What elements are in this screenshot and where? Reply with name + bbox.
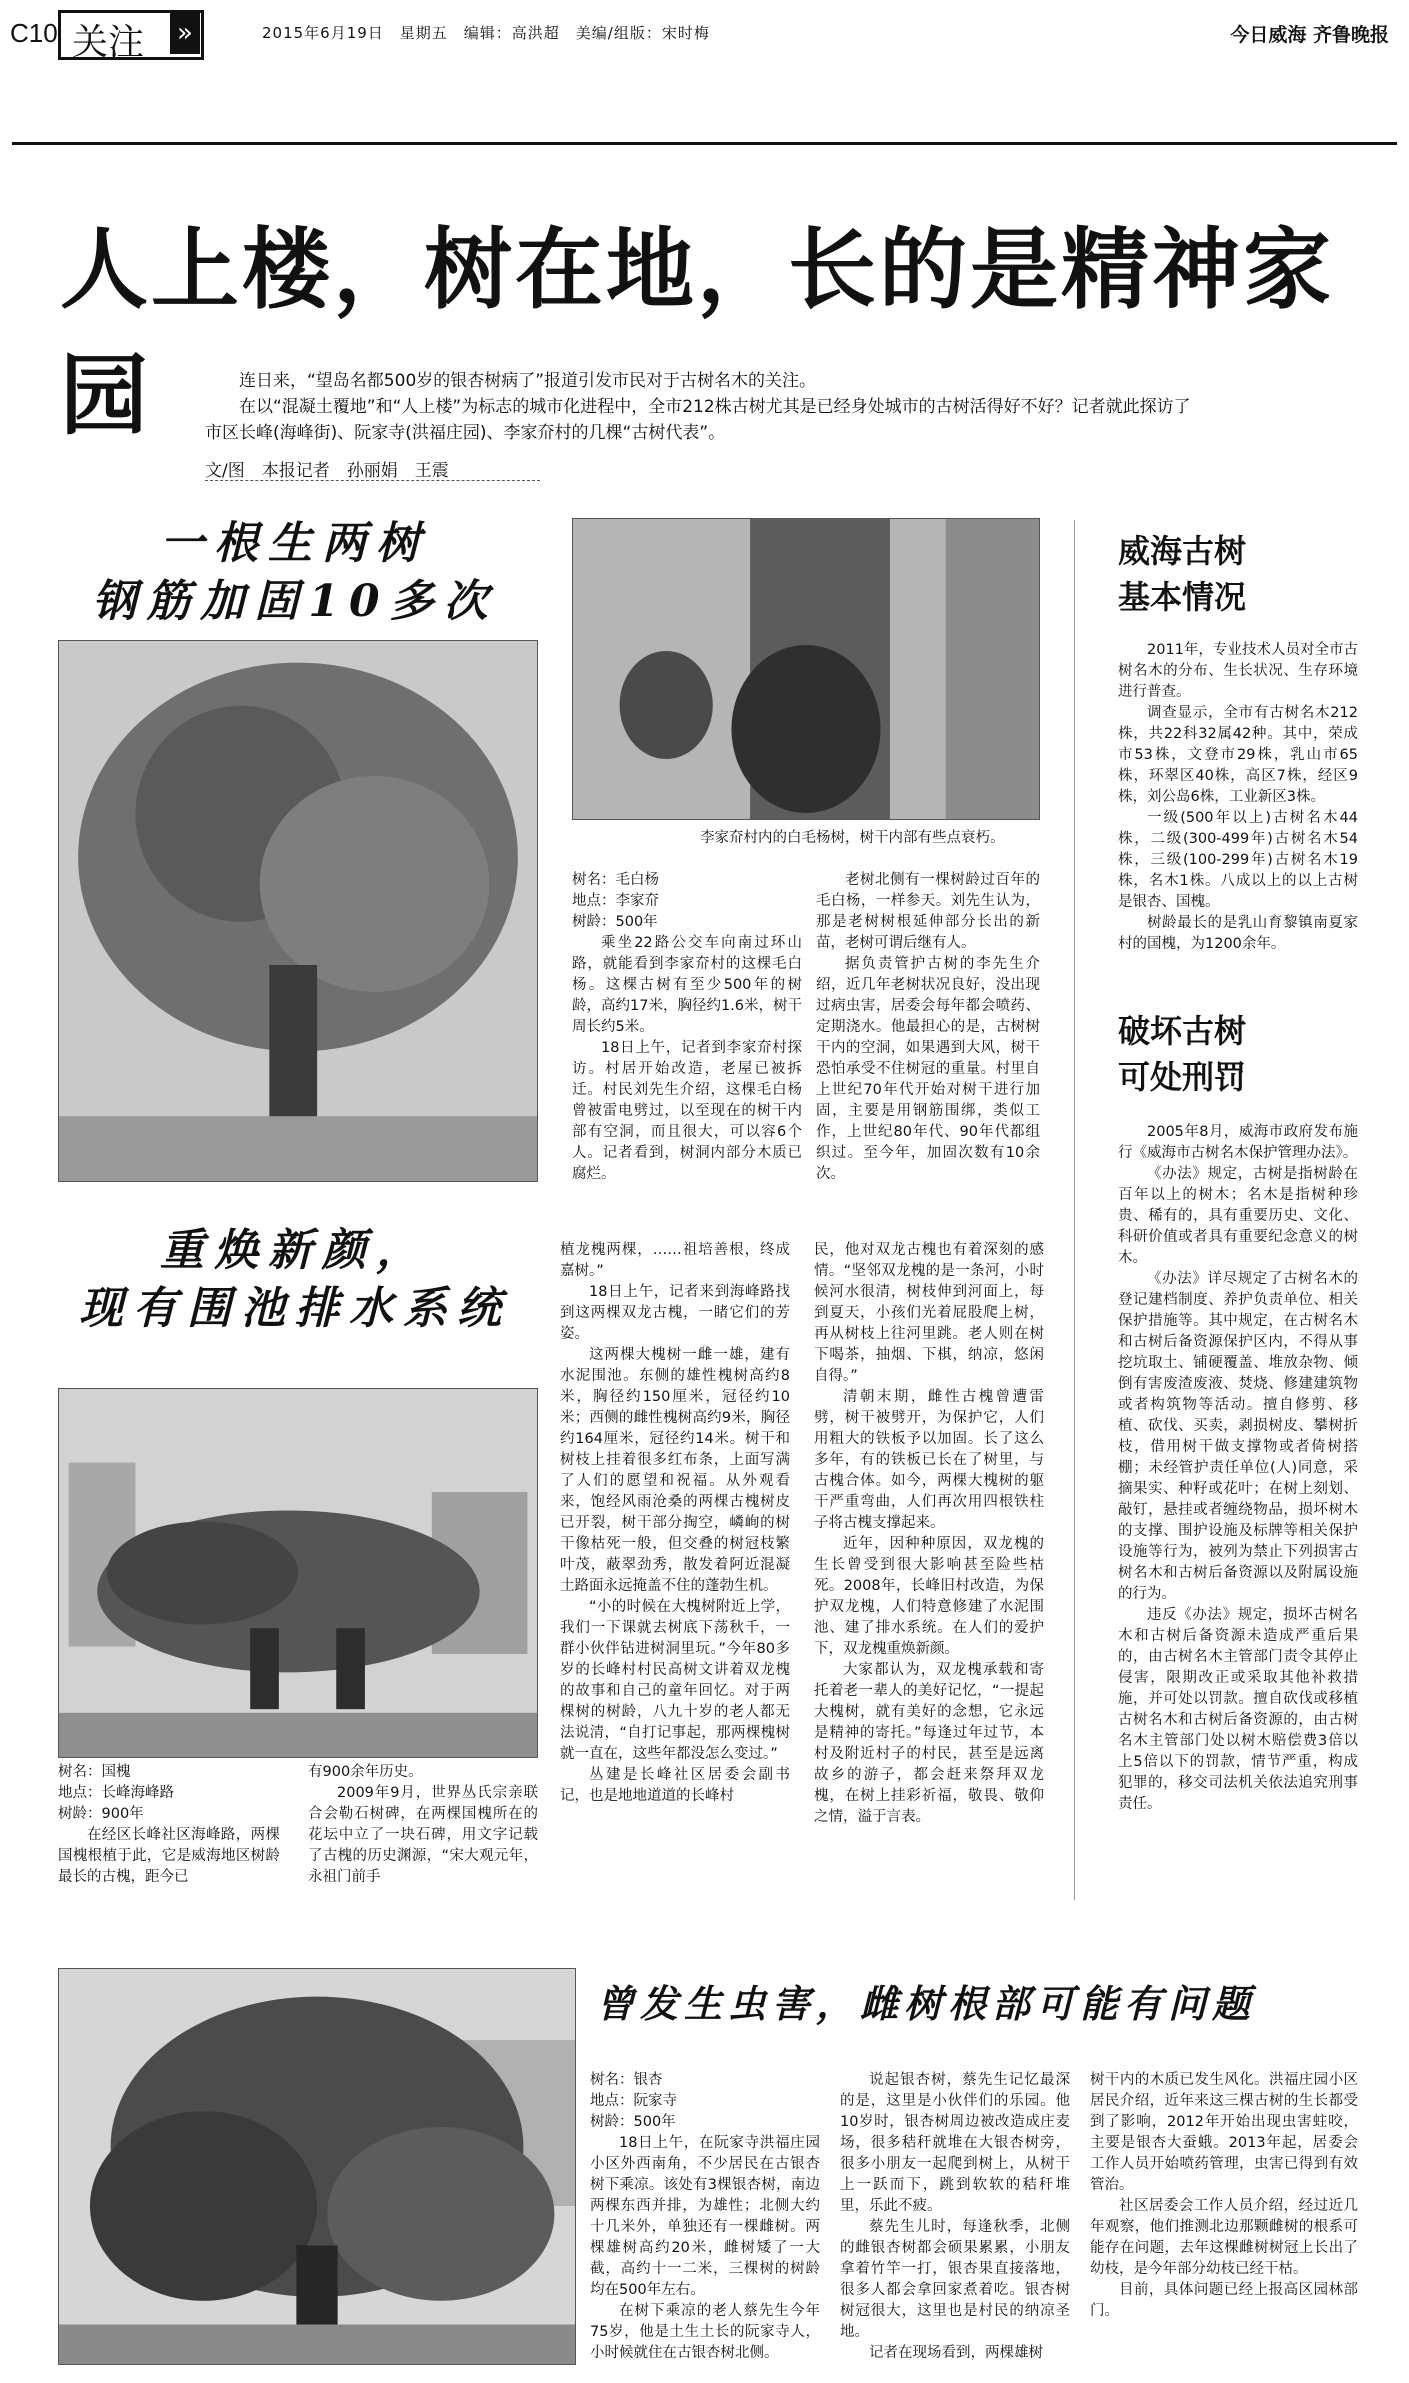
paragraph: 近年，因种种原因，双龙槐的生长曾受到很大影响甚至险些枯死。2008年，长峰旧村改造，为保护双龙槐，人们特意修建了水泥围池、建了排水系统。在人们的爱护下，双龙槐重焕新颜。 [814, 1536, 1044, 1657]
story1-column-1 [572, 870, 802, 1185]
headline: 人上楼，树在地，长的是精神家园 [60, 217, 1335, 447]
story2-column-2 [308, 1762, 538, 1888]
photo-caption: 李家夼村内的白毛杨树，树干内部有些点衰朽。 [700, 830, 1005, 846]
tree-name: 树名：银杏 [590, 2072, 663, 2088]
paragraph: 蔡先生儿时，每逢秋季，北侧的雌银杏树都会硕果累累，小朋友拿着竹竿一打，银杏果直接落地，很多人都会拿回家煮着吃。银杏树树冠很大，这里也是村民的纳凉圣地。 [840, 2219, 1070, 2340]
paragraph: 丛建是长峰社区居委会副书记，也是地地道道的长峰村 [560, 1767, 790, 1804]
sidebar-title-line: 破坏古树 [1118, 1012, 1247, 1050]
tree-name: 树名：国槐 [58, 1764, 131, 1780]
byline: 文/图 本报记者 孙丽娟 王震 [205, 461, 449, 481]
sidebar-title-line: 威海古树 [1118, 532, 1247, 570]
issue-info: 2015年6月19日 星期五 编辑：高洪超 美编/组版：宋时梅 [262, 24, 710, 42]
paragraph: 18日上午，在阮家寺洪福庄园小区外西南角，不少居民在古银杏树下乘凉。该处有3棵银杏树，南边两棵东西并排，为雄性；北侧大约十几米外，单独还有一棵雌树。两棵雄树高约20米，雌树矮了一大截，高约十一二米，三棵树的树龄均在500年左右。 [590, 2135, 820, 2298]
paragraph: 有900余年历史。 [308, 1764, 423, 1780]
paragraph: 记者在现场看到，两棵雄树 [869, 2345, 1043, 2361]
tree-location: 地点：李家夼 [572, 893, 659, 909]
sidebar-body-1 [1118, 640, 1358, 955]
paragraph: 树龄最长的是乳山育黎镇南夏家村的国槐，为1200余年。 [1118, 915, 1358, 952]
paragraph: 2011年，专业技术人员对全市古树名木的分布、生长状况、生存环境进行普查。 [1118, 642, 1358, 700]
paragraph: 2005年8月，威海市政府发布施行《威海市古树名木保护管理办法》。 [1118, 1124, 1358, 1161]
poplar-photo [58, 640, 538, 1182]
sidebar-body-2 [1118, 1122, 1358, 1815]
paragraph: 民，他对双龙古槐也有着深刻的感情。“坚邻双龙槐的是一条河，小时候河水很清，树枝伸到河面上，每到夏天，小孩们光着屁股爬上树，再从树枝上往河里跳。老人则在树下喝茶，抽烟、下棋，纳凉，悠闲自得。” [814, 1242, 1044, 1384]
paragraph: 大家都认为，双龙槐承载和寄托着老一辈人的美好记忆，“一提起大槐树，就有美好的念想，它永远是精神的寄托。”每逢过年过节，本村及附近村子的村民，甚至是远离故乡的游子，都会赶来祭拜双龙槐，在树上挂彩祈福，敬畏、敬仰之情，溢于言表。 [814, 1662, 1044, 1825]
tree-location: 地点：长峰海峰路 [58, 1785, 174, 1801]
story1-title-line: 钢筋加固10多次 [92, 576, 498, 627]
paragraph: 《办法》规定，古树是指树龄在百年以上的树木；名木是指树种珍贵、稀有的，具有重要历史、文化、科研价值或者具有重要纪念意义的树木。 [1118, 1166, 1358, 1266]
story2-title-line: 现有围池排水系统 [79, 1283, 511, 1334]
story2-column-1 [58, 1762, 280, 1888]
paragraph: 一级(500年以上)古树名木44株，二级(300-499年)古树名木54株，三级(100-299年)古树名木19株，名木1株。八成以上的以上古树是银杏、国槐。 [1118, 810, 1358, 910]
paragraph: 违反《办法》规定，损坏古树名木和古树后备资源未造成严重后果的，由古树名木主管部门责令其停止侵害，限期改正或采取其他补救措施，并可处以罚款。擅自砍伐或移植古树名木和古树后备资源的，由古树名木主管部门处以树木赔偿费3倍以上5倍以下的罚款，情节严重，构成犯罪的，移交司法机关依法追究刑事责任。 [1118, 1607, 1358, 1812]
paragraph: 目前，具体问题已经上报高区园林部门。 [1090, 2282, 1358, 2319]
story3-column-3 [1090, 2070, 1358, 2322]
paragraph: 清朝末期，雌性古槐曾遭雷劈，树干被劈开，为保护它，人们用粗大的铁板予以加固。长了这么多年，有的铁板已长在了树里，与古槐合体。如今，两棵大槐树的躯干严重弯曲，人们再次用四根铁柱子将古槐支撑起来。 [814, 1389, 1044, 1531]
story3-title: 曾发生虫害，雌树根部可能有问题 [596, 1981, 1257, 2026]
paragraph: 18日上午，记者到李家夼村探访。村居开始改造，老屋已被拆迁。村民刘先生介绍，这棵毛白杨曾被雷电劈过，以至现在的树干内部有空洞，而且很大，可以容6个人。记者看到，树洞内部分木质已腐烂。 [572, 1040, 802, 1182]
paragraph: 18日上午，记者来到海峰路找到这两棵双龙古槐，一睹它们的芳姿。 [560, 1284, 790, 1342]
paragraph: 《办法》详尽规定了古树名木的登记建档制度、养护负责单位、相关保护措施等。其中规定，在古树名木和古树后备资源保护区内，不得从事挖坑取土、铺硬覆盖、堆放杂物、倾倒有害废渣废液、焚烧、修建建筑物或者构筑物等活动。擅自修剪、移植、砍伐、买卖，剥损树皮、攀树折枝，借用树干做支撑物或者倚树搭棚；未经管护责任单位(人)同意，采摘果实、种籽或花叶；在树上刻划、敲钉，悬挂或者缠绕物品，损坏树木的支撑、围护设施及标牌等相关保护设施等行为，被列为禁止下列损害古树名木和古树后备资源以及附属设施的行为。 [1118, 1271, 1358, 1602]
story3-column-2 [840, 2070, 1070, 2364]
story3-column-1 [590, 2070, 820, 2364]
paragraph: 调查显示，全市有古树名木212株，共22科32属42种。其中，荣成市53株，文登市29株，乳山市65株，环翠区40株，高区7株，经区9株，刘公岛6株，工业新区3株。 [1118, 705, 1358, 805]
paragraph: 植龙槐两棵，……祖培善根，终成嘉树。” [560, 1242, 790, 1279]
tree-age: 树龄：500年 [590, 2114, 676, 2130]
lead-paragraph: 在以“混凝土覆地”和“人上楼”为标志的城市化进程中，全市212株古树尤其是已经身处城市的古树活得好不好？记者就此探访了市区长峰(海峰街)、阮家寺(洪福庄园)、李家夼村的几棵“古树代表”。 [205, 397, 1191, 443]
paragraph: 在树下乘凉的老人蔡先生今年75岁，他是土生土长的阮家寺人，小时候就住在古银杏树北侧。 [590, 2303, 820, 2361]
paragraph: 社区居委会工作人员介绍，经过近几年观察，他们推测北边那颗雌树的根系可能存在问题，去年这棵雌树树冠上长出了幼枝，是今年部分幼枝已经干枯。 [1090, 2198, 1358, 2277]
story2-title [60, 1222, 530, 1338]
sidebar-divider [1074, 520, 1075, 1900]
section-title: 关注 [72, 22, 145, 63]
paragraph: 这两棵大槐树一雌一雄，建有水泥围池。东侧的雄性槐树高约8米，胸径约150厘米，冠径约10米；西侧的雌性槐树高约9米，胸径约164厘米，冠径约14米。树干和树枝上挂着很多红布条，上面写满了人们的愿望和祝福。从外观看来，饱经风雨沧桑的两棵古槐树皮已开裂，树干部分掏空，嶙峋的树干像枯死一般，但交叠的树冠枝繁叶茂，蔽翠劲秀，散发着阿近混凝土路面永远掩盖不住的蓬勃生机。 [560, 1347, 790, 1594]
paragraph: 乘坐22路公交车向南过环山路，就能看到李家夼村的这棵毛白杨。这棵古树有至少500年的树龄，高约17米，胸径约1.6米，树干周长约5米。 [572, 935, 803, 1035]
story2-column-4 [814, 1240, 1044, 1828]
story1-column-2 [816, 870, 1040, 1185]
paragraph: 在经区长峰社区海峰路，两棵国槐根植于此，它是威海地区树龄最长的古槐，距今已 [58, 1827, 280, 1885]
section-arrow-icon: » [170, 12, 200, 54]
poplar-closeup-photo [572, 518, 1040, 820]
page-number: C10 [10, 18, 58, 48]
byline-rule [205, 480, 540, 481]
tree-location: 地点：阮家寺 [590, 2093, 677, 2109]
sidebar-title-1 [1118, 528, 1246, 620]
story2-column-3 [560, 1240, 790, 1807]
sidebar-title-line: 基本情况 [1118, 578, 1247, 616]
sidebar-title-2 [1118, 1008, 1246, 1100]
paragraph: 老树北侧有一棵树龄过百年的毛白杨，一样参天。刘先生认为，那是老树树根延伸部分长出的新苗，老树可谓后继有人。 [816, 872, 1040, 951]
paragraph: “小的时候在大槐树附近上学，我们一下课就去树底下荡秋千，一群小伙伴钻进树洞里玩。”今年80多岁的长峰村村民高树文讲着双龙槐的故事和自己的童年回忆。对于两棵树的树龄，八九十岁的老人都无法说清，“自打记事起，那两棵槐树就一直在，这些年都没怎么变过。” [560, 1599, 790, 1762]
tree-age: 树龄：900年 [58, 1806, 144, 1822]
paragraph: 说起银杏树，蔡先生记忆最深的是，这里是小伙伴们的乐园。他10岁时，银杏树周边被改造成庄麦场，很多秸秆就堆在大银杏树旁，很多小朋友一起爬到树上，从树干上一跃而下，跳到软软的秸秆堆里，乐此不疲。 [840, 2072, 1070, 2214]
sidebar-title-line: 可处刑罚 [1118, 1058, 1247, 1096]
paragraph: 2009年9月，世界丛氏宗亲联合会勒石树碑，在两棵国槐所在的花坛中立了一块石碑，用文字记载了古槐的历史渊源，“宋大观元年，永祖门前手 [308, 1785, 538, 1885]
tree-name: 树名：毛白杨 [572, 872, 659, 888]
header-rule [12, 142, 1397, 145]
newspaper-brand: 今日威海 齐鲁晚报 [1230, 24, 1389, 46]
paragraph: 树干内的木质已发生风化。洪福庄园小区居民介绍，近年来这三棵古树的生长都受到了影响，2012年开始出现虫害蛀咬，主要是银杏大蚕蛾。2013年起，居委会工作人员开始喷药管理，虫害已得到有效管治。 [1090, 2072, 1358, 2193]
lead-paragraphs [205, 368, 1205, 446]
lead-paragraph: 连日来，“望岛名都500岁的银杏树病了”报道引发市民对于古树名木的关注。 [239, 371, 817, 391]
story1-title-line: 一根生两树 [160, 518, 430, 569]
paragraph: 据负责管护古树的李先生介绍，近几年老树状况良好，没出现过病虫害，居委会每年都会喷药、定期浇水。他最担心的是，古树树干内的空洞，如果遇到大风，树干恐怕承受不住树冠的重量。村里自上世纪70年代开始对树干进行加固，主要是用钢筋围绑，类似工作，上世纪80年代、90年代都组织过。至今年，加固次数有10余次。 [816, 956, 1040, 1182]
ginkgo-photo [58, 1968, 576, 2365]
tree-age: 树龄：500年 [572, 914, 658, 930]
story1-title [60, 515, 530, 631]
locust-photo [58, 1388, 538, 1758]
story2-title-line: 重焕新颜， [160, 1225, 430, 1276]
